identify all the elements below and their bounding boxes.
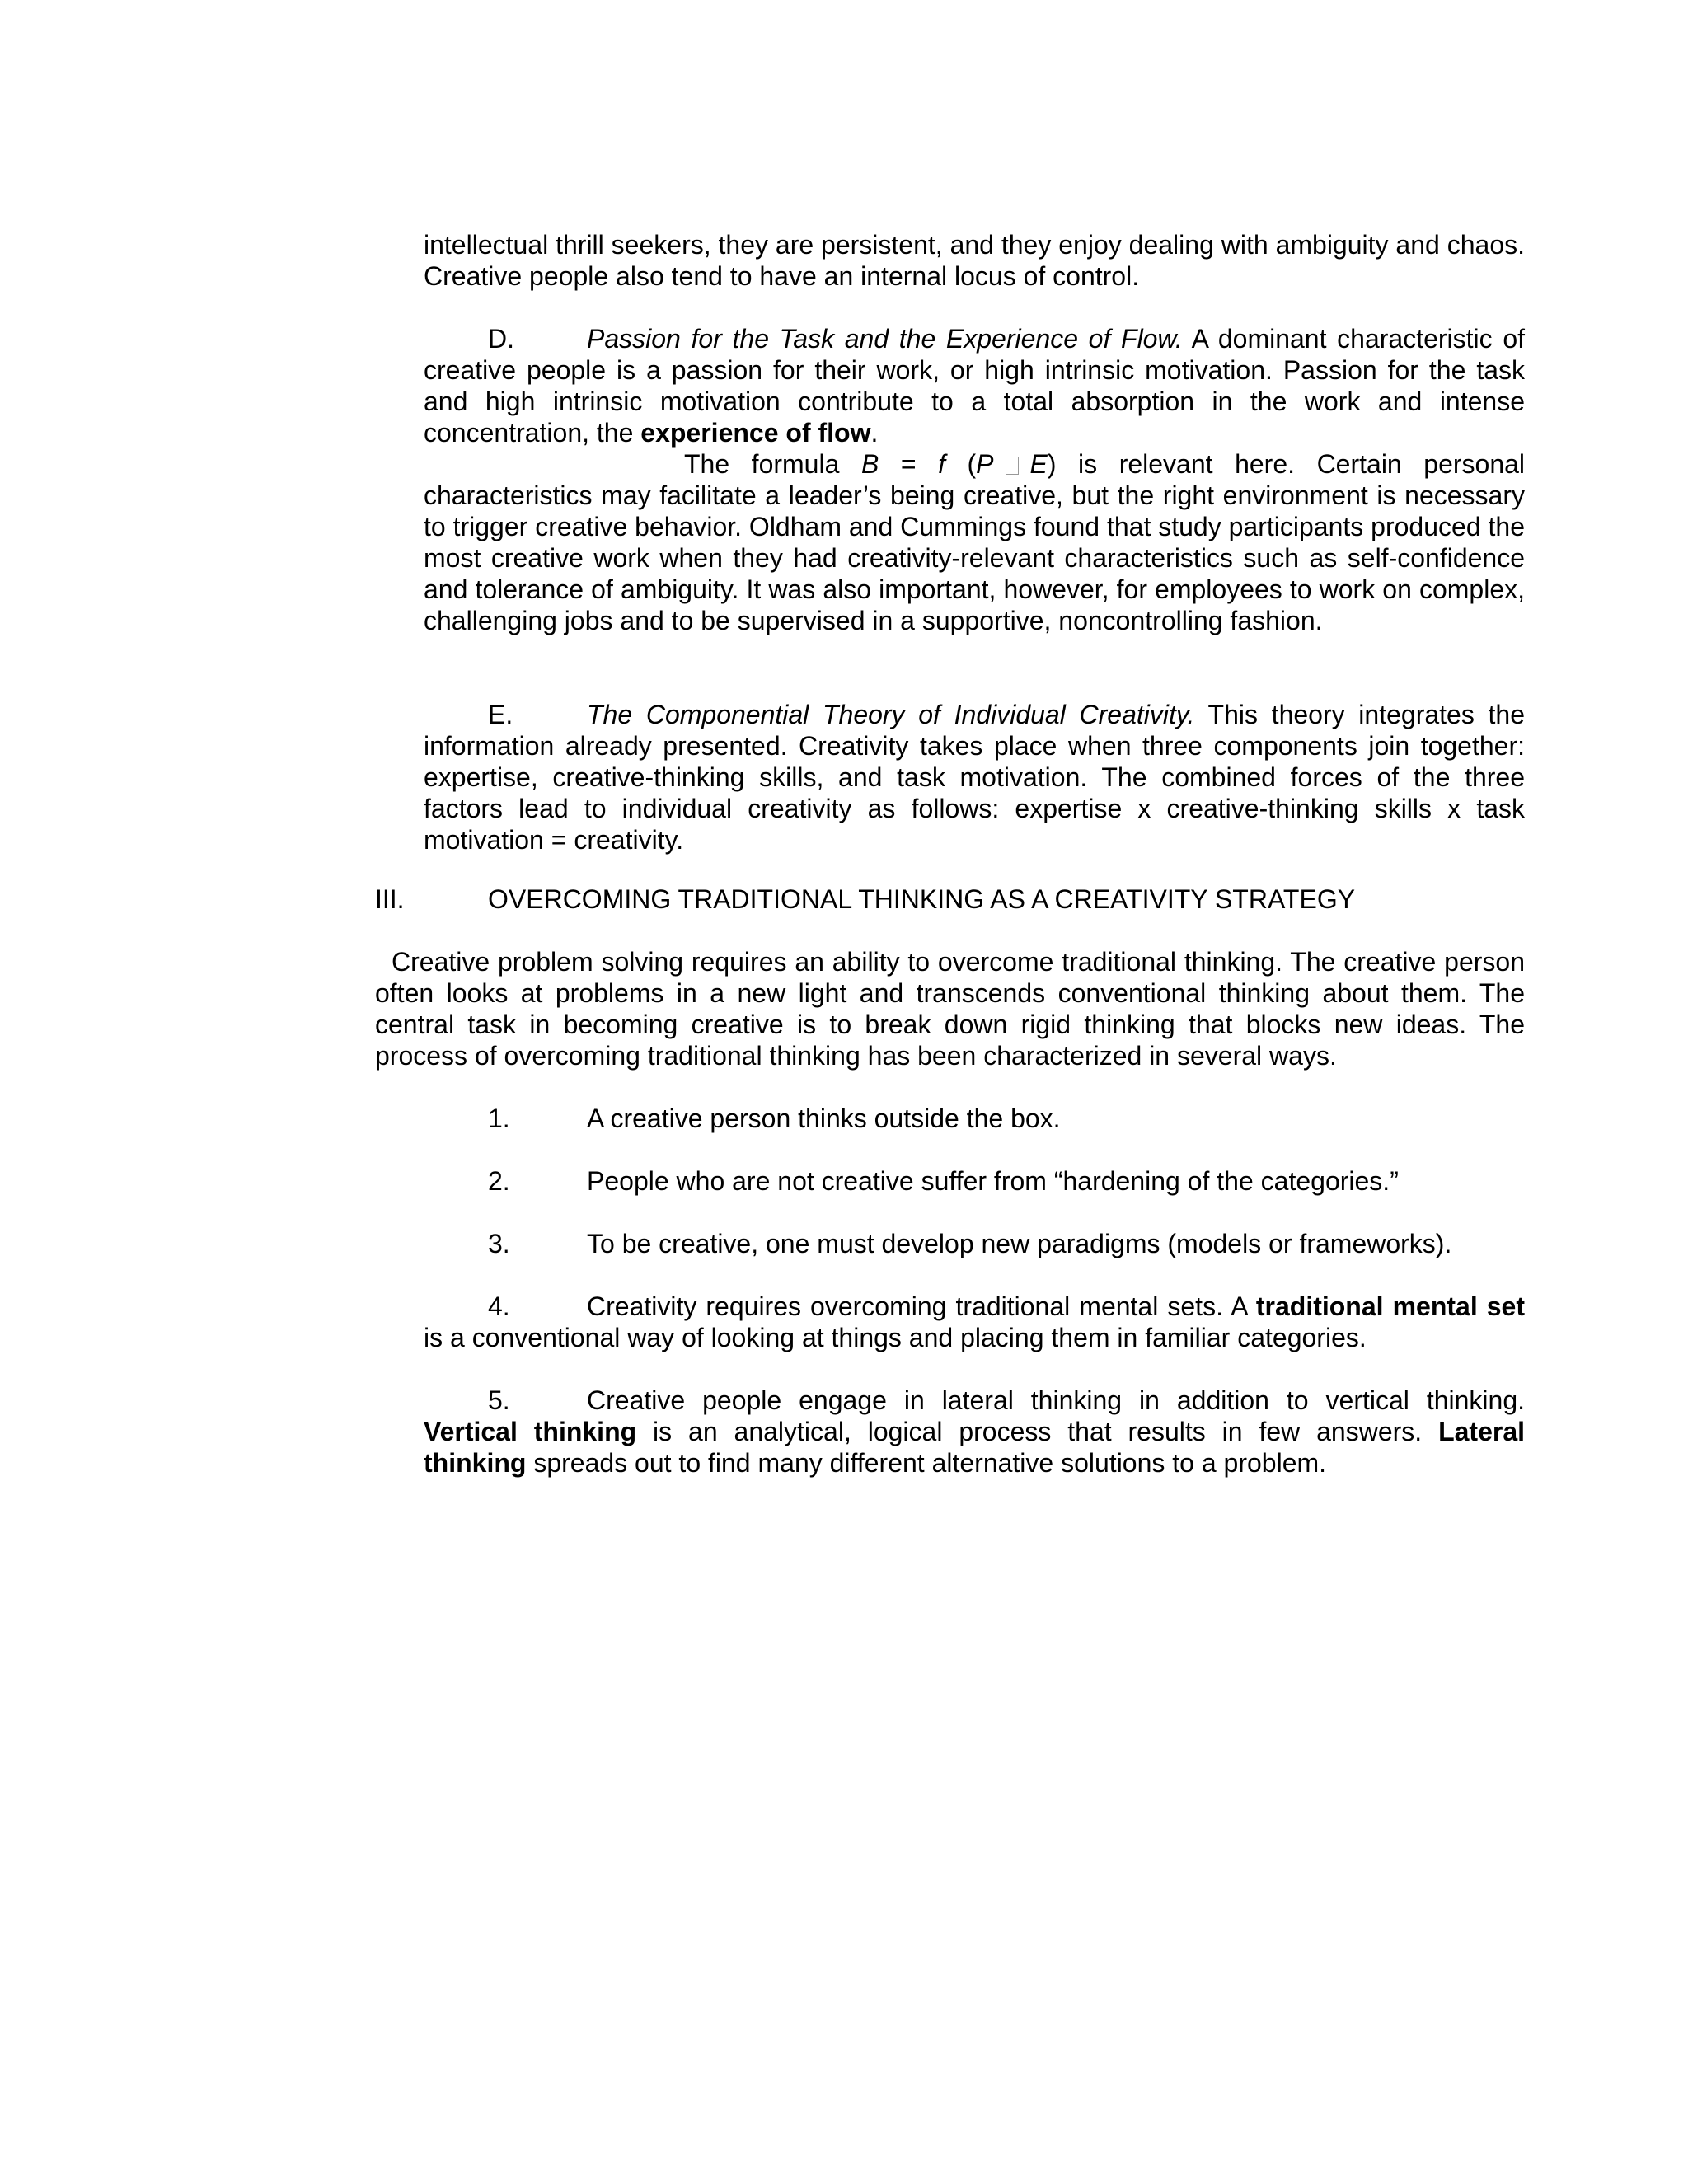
section-d-label: D.	[488, 324, 514, 354]
formula-lead	[424, 449, 861, 479]
list-item	[488, 1165, 1399, 1197]
section-iii-numeral: III.	[375, 884, 405, 914]
list-text-after: spreads out to find many different alternative solutions to a problem.	[526, 1448, 1327, 1478]
term-traditional-mental-set: traditional mental set	[1255, 1291, 1526, 1321]
section-d-text: A dominant characteristic of creative people is a passion for their work, or high intrinsic motivation. Passion for the task and high intrinsic motivation contribute to a total absorption in the work and intense concentration, the	[424, 324, 1526, 448]
list-text: People who are not creative suffer from “hardening of the categories.”	[587, 1166, 1399, 1196]
list-text-mid: is an analytical, logical process that results in few answers.	[636, 1417, 1439, 1446]
list-number: 3.	[488, 1229, 510, 1258]
formula-f: f	[938, 449, 945, 479]
section-e-label: E.	[488, 700, 513, 729]
section-e	[424, 699, 1525, 855]
section-e-title: The Componential Theory of Individual Creativity.	[587, 700, 1195, 729]
formula-paragraph	[424, 448, 1525, 636]
section-iii-heading	[375, 883, 1355, 915]
list-text: Creativity requires overcoming traditional mental sets. A	[587, 1291, 1256, 1321]
list-number-wrap	[424, 1291, 587, 1321]
list-item	[424, 1291, 1525, 1353]
list-text: To be creative, one must develop new paradigms (models or frameworks).	[587, 1229, 1452, 1258]
section-e-label-wrap	[424, 700, 587, 729]
section-d-label-wrap	[424, 324, 587, 354]
section-iii-paragraph	[375, 946, 1525, 1071]
formula-p: P	[976, 449, 994, 479]
list-text-after: is a conventional way of looking at things and placing them in familiar categories.	[424, 1323, 1367, 1352]
formula-close-paren: )	[1047, 449, 1057, 479]
list-item	[488, 1103, 1061, 1134]
list-number: 1.	[488, 1104, 510, 1133]
list-number-wrap	[424, 1385, 587, 1415]
term-lateral-thinking: Lateral thinking	[424, 1417, 1526, 1478]
formula-b: B	[860, 449, 879, 479]
list-number: 4.	[488, 1291, 510, 1321]
section-d	[424, 323, 1525, 448]
list-item	[424, 1385, 1525, 1479]
list-number: 2.	[488, 1166, 510, 1196]
formula-lead-text: The formula	[684, 449, 861, 479]
list-text: A creative person thinks outside the box.	[587, 1104, 1061, 1133]
list-text: Creative people engage in lateral thinking in addition to vertical thinking.	[587, 1385, 1525, 1415]
list-item	[488, 1228, 1451, 1259]
term-vertical-thinking: Vertical thinking	[424, 1417, 637, 1446]
formula-e: E	[1029, 449, 1048, 479]
formula-equals: =	[879, 449, 939, 479]
paragraph-text: intellectual thrill seekers, they are persistent, and they enjoy dealing with ambiguity and chaos. Creative people also tend to have an internal locus of control.	[424, 230, 1525, 291]
formula-text: is relevant here. Certain personal characteristics may facilitate a leader’s being creative, but the right environment is necessary to trigger creative behavior. Oldham and Cummings found that study participants produced the most creative work when they had creativity-relevant characteristics such as self-confidence and tolerance of ambiguity. It was also important, however, for employees to work on complex, challenging jobs and to be supervised in a supportive, noncontrolling fashion.	[424, 449, 1526, 635]
missing-glyph-icon	[1006, 457, 1019, 475]
section-d-title: Passion for the Task and the Experience of Flow.	[587, 324, 1183, 354]
section-e-text: This theory integrates the information already presented. Creativity takes place when three components join together: expertise, creative-thinking skills, and task motivation. The combined forces of the three factors lead to individual creativity as follows: expertise x creative-thinking skills x task motivation = creativity.	[424, 700, 1526, 855]
paragraph-continuation	[424, 229, 1525, 292]
section-iii-text: Creative problem solving requires an ability to overcome traditional thinking. The creative person often looks at problems in a new light and transcends conventional thinking about them. The central task in becoming creative is to break down rigid thinking that blocks new ideas. The process of overcoming traditional thinking has been characterized in several ways.	[375, 947, 1525, 1071]
term-experience-of-flow: experience of flow	[640, 418, 871, 448]
section-d-period: .	[870, 418, 879, 448]
list-number: 5.	[488, 1385, 510, 1415]
section-iii-title: OVERCOMING TRADITIONAL THINKING AS A CREATIVITY STRATEGY	[488, 884, 1356, 914]
formula-open-paren: (	[945, 449, 977, 479]
